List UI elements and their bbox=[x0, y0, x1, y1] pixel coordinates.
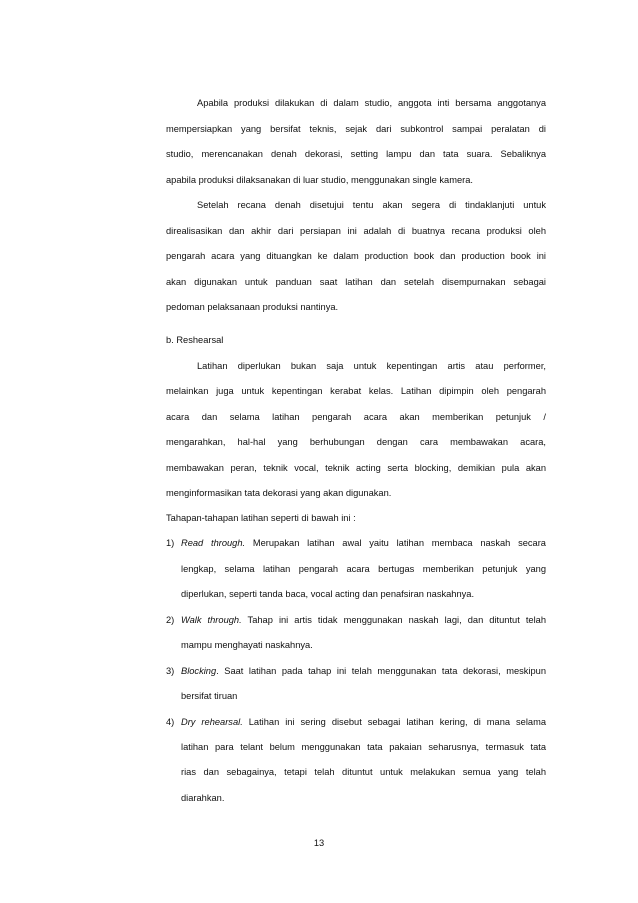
list-item-line bbox=[181, 537, 546, 549]
list-item-line: lengkap, selama latihan pengarah acara bertugas memberikan petunjuk yang bbox=[181, 564, 546, 574]
list-item-number: 2) bbox=[166, 615, 175, 625]
list-item-line: mampu menghayati naskahnya. bbox=[181, 640, 313, 650]
list-item-text: Tahap ini artis tidak menggunakan naskah lagi, dan dituntut telah bbox=[241, 615, 546, 625]
list-item-line: diarahkan. bbox=[181, 793, 225, 803]
paragraph-2-line: Setelah recana denah disetujui tentu akan segera di tindaklanjuti untuk bbox=[197, 200, 546, 210]
paragraph-2-line: pedoman pelaksanaan produksi nantinya. bbox=[166, 302, 339, 312]
list-item-line: rias dan sebagainya, tetapi telah dituntut untuk melakukan semua yang telah bbox=[181, 767, 546, 777]
page-number: 13 bbox=[313, 838, 325, 848]
paragraph-3-line: mengarahkan, hal-hal yang berhubungan dengan cara membawakan acara, bbox=[166, 437, 546, 447]
list-item-number: 1) bbox=[166, 538, 175, 548]
list-intro: Tahapan-tahapan latihan seperti di bawah ini : bbox=[166, 513, 356, 523]
list-item-text: . Saat latihan pada tahap ini telah menggunakan tata dekorasi, meskipun bbox=[216, 666, 546, 676]
list-item-line: latihan para telant belum menggunakan tata pakaian seharusnya, termasuk tata bbox=[181, 742, 546, 752]
list-item-line bbox=[181, 716, 546, 728]
list-item-text: Merupakan latihan awal yaitu latihan membaca naskah secara bbox=[245, 538, 546, 548]
list-item-term: Blocking bbox=[181, 666, 217, 676]
paragraph-1-line: mempersiapkan yang bersifat teknis, sejak dari subkontrol sampai peralatan di bbox=[166, 124, 546, 134]
list-item-line: bersifat tiruan bbox=[181, 691, 238, 701]
paragraph-1-line: apabila produksi dilaksanakan di luar studio, menggunakan single kamera. bbox=[166, 175, 473, 185]
list-item-text: Latihan ini sering disebut sebagai latihan kering, di mana selama bbox=[242, 717, 546, 727]
paragraph-2-line: akan digunakan untuk panduan saat latihan dan setelah disempurnakan sebagai bbox=[166, 277, 546, 287]
paragraph-2-line: direalisasikan dan akhir dari persiapan ini adalah di buatnya recana produksi oleh bbox=[166, 226, 546, 236]
paragraph-3-line: Latihan diperlukan bukan saja untuk kepentingan artis atau performer, bbox=[197, 361, 546, 371]
paragraph-3-line: membawakan peran, teknik vocal, teknik acting serta blocking, demikian pula akan bbox=[166, 463, 546, 473]
list-item-line bbox=[181, 614, 546, 626]
paragraph-1-line: Apabila produksi dilakukan di dalam studio, anggota inti bersama anggotanya bbox=[197, 98, 546, 108]
list-item-term: Dry rehearsal. bbox=[181, 717, 243, 727]
paragraph-3-line: melainkan juga untuk kepentingan kerabat kelas. Latihan dipimpin oleh pengarah bbox=[166, 386, 546, 396]
paragraph-3-line: acara dan selama latihan pengarah acara akan memberikan petunjuk / bbox=[166, 412, 546, 422]
list-item-line bbox=[181, 665, 546, 677]
list-item-term: Walk through. bbox=[181, 615, 242, 625]
list-item-line: diperlukan, seperti tanda baca, vocal acting dan penafsiran naskahnya. bbox=[181, 589, 475, 599]
list-item-number: 4) bbox=[166, 717, 175, 727]
paragraph-2-line: pengarah acara yang dituangkan ke dalam production book dan production book ini bbox=[166, 251, 546, 261]
section-heading: b. Reshearsal bbox=[166, 335, 224, 345]
paragraph-1-line: studio, merencanakan denah dekorasi, setting lampu dan tata suara. Sebaliknya bbox=[166, 149, 546, 159]
list-item-term: Read through. bbox=[181, 538, 246, 548]
list-item-number: 3) bbox=[166, 666, 175, 676]
paragraph-3-line: menginformasikan tata dekorasi yang akan digunakan. bbox=[166, 488, 392, 498]
